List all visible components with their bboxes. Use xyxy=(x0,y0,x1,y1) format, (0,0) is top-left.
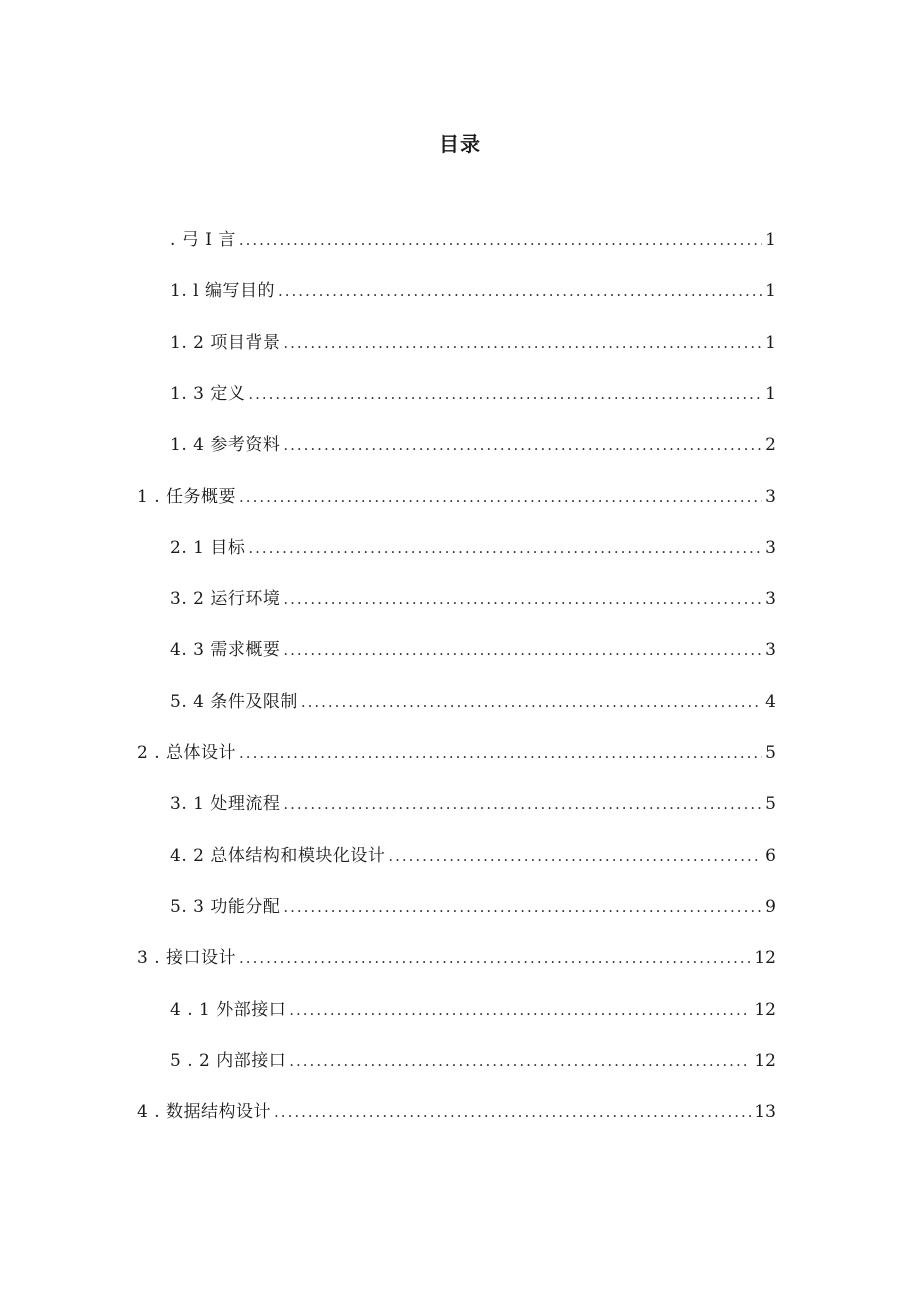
toc-entry-page: 6 xyxy=(765,845,776,866)
toc-entry[interactable] xyxy=(170,842,776,870)
toc-entry-label: 5. 3 功能分配 xyxy=(170,896,281,917)
toc-entry-label: 1. 2 项目背景 xyxy=(170,332,281,353)
toc-entry[interactable] xyxy=(170,431,776,459)
toc-entry-page: 12 xyxy=(754,999,776,1020)
toc-entry-page: 12 xyxy=(754,948,776,969)
toc-entry-label: 1. l 编写目的 xyxy=(170,281,275,302)
toc-entry-label: 4 . 1 外部接口 xyxy=(170,999,287,1020)
toc-leader-dots xyxy=(283,893,762,921)
toc-leader-dots xyxy=(248,534,762,562)
toc-leader-dots xyxy=(301,688,762,716)
toc-entry[interactable] xyxy=(170,585,776,613)
toc-entry-page: 9 xyxy=(765,896,776,917)
toc-entry-page: 3 xyxy=(765,537,776,558)
toc-leader-dots xyxy=(283,431,762,459)
toc-entry-label: 3. 1 处理流程 xyxy=(170,794,281,815)
toc-entry[interactable] xyxy=(170,893,776,921)
toc-entry[interactable] xyxy=(137,944,776,972)
toc-entry[interactable] xyxy=(170,996,776,1024)
toc-entry-page: 12 xyxy=(754,1050,776,1071)
toc-entry-page: 5 xyxy=(765,794,776,815)
toc-entry[interactable] xyxy=(137,739,776,767)
toc-entry-label: 1 . 任务概要 xyxy=(137,486,237,507)
toc-entry-page: 1 xyxy=(765,383,776,404)
toc-entry[interactable] xyxy=(170,1047,776,1075)
toc-entry[interactable] xyxy=(170,329,776,357)
toc-entry-label: 5. 4 条件及限制 xyxy=(170,691,298,712)
toc-entry[interactable] xyxy=(170,688,776,716)
toc-entry-label: 2 . 总体设计 xyxy=(137,743,237,763)
toc-entry-page: 3 xyxy=(765,640,776,661)
toc-entry[interactable] xyxy=(170,636,776,664)
toc-entry-page: 5 xyxy=(765,743,776,763)
toc-entry[interactable] xyxy=(137,1098,776,1126)
toc-leader-dots xyxy=(283,790,762,818)
toc-entry-label: 2. 1 目标 xyxy=(170,537,246,558)
toc-entry[interactable] xyxy=(170,790,776,818)
toc-entry[interactable] xyxy=(170,226,776,254)
toc-leader-dots xyxy=(239,483,762,511)
page-title: 目录 xyxy=(439,132,481,156)
toc-leader-dots xyxy=(239,739,762,767)
toc-leader-dots xyxy=(239,226,762,254)
toc-entry[interactable] xyxy=(137,483,776,511)
toc-entry-page: 4 xyxy=(765,691,776,712)
toc-leader-dots xyxy=(283,585,762,613)
toc-entry-label: 4. 3 需求概要 xyxy=(170,640,281,661)
toc-leader-dots xyxy=(274,1098,751,1126)
toc-entry-label: 3. 2 运行环境 xyxy=(170,589,281,610)
toc-leader-dots xyxy=(289,1047,751,1075)
toc-entry-page: 2 xyxy=(765,435,776,456)
toc-entry-page: 3 xyxy=(765,486,776,507)
toc-leader-dots xyxy=(278,277,762,305)
toc-leader-dots xyxy=(388,842,762,870)
toc-entry-page: 1 xyxy=(765,281,776,302)
toc-entry[interactable] xyxy=(170,534,776,562)
toc-entry-label: 1. 4 参考资料 xyxy=(170,435,281,456)
toc-entry-page: 13 xyxy=(754,1102,776,1123)
toc-entry-label: 1. 3 定义 xyxy=(170,383,246,404)
toc-leader-dots xyxy=(239,944,751,972)
toc-entry-page: 1 xyxy=(765,332,776,353)
toc-entry-label: 3 . 接口设计 xyxy=(137,948,237,969)
toc-leader-dots xyxy=(283,329,762,357)
toc-entry[interactable] xyxy=(170,277,776,305)
toc-leader-dots xyxy=(283,636,762,664)
toc-entry-page: 1 xyxy=(765,230,776,250)
toc-entry-label: . 弓 I 言 xyxy=(170,230,236,250)
toc-leader-dots xyxy=(289,996,751,1024)
toc-entry-page: 3 xyxy=(765,589,776,610)
toc-leader-dots xyxy=(248,380,762,408)
toc-entry-label: 4. 2 总体结构和模块化设计 xyxy=(170,845,386,866)
toc-entry[interactable] xyxy=(170,380,776,408)
toc-entry-label: 5 . 2 内部接口 xyxy=(170,1050,287,1071)
toc-entry-label: 4 . 数据结构设计 xyxy=(137,1102,272,1123)
